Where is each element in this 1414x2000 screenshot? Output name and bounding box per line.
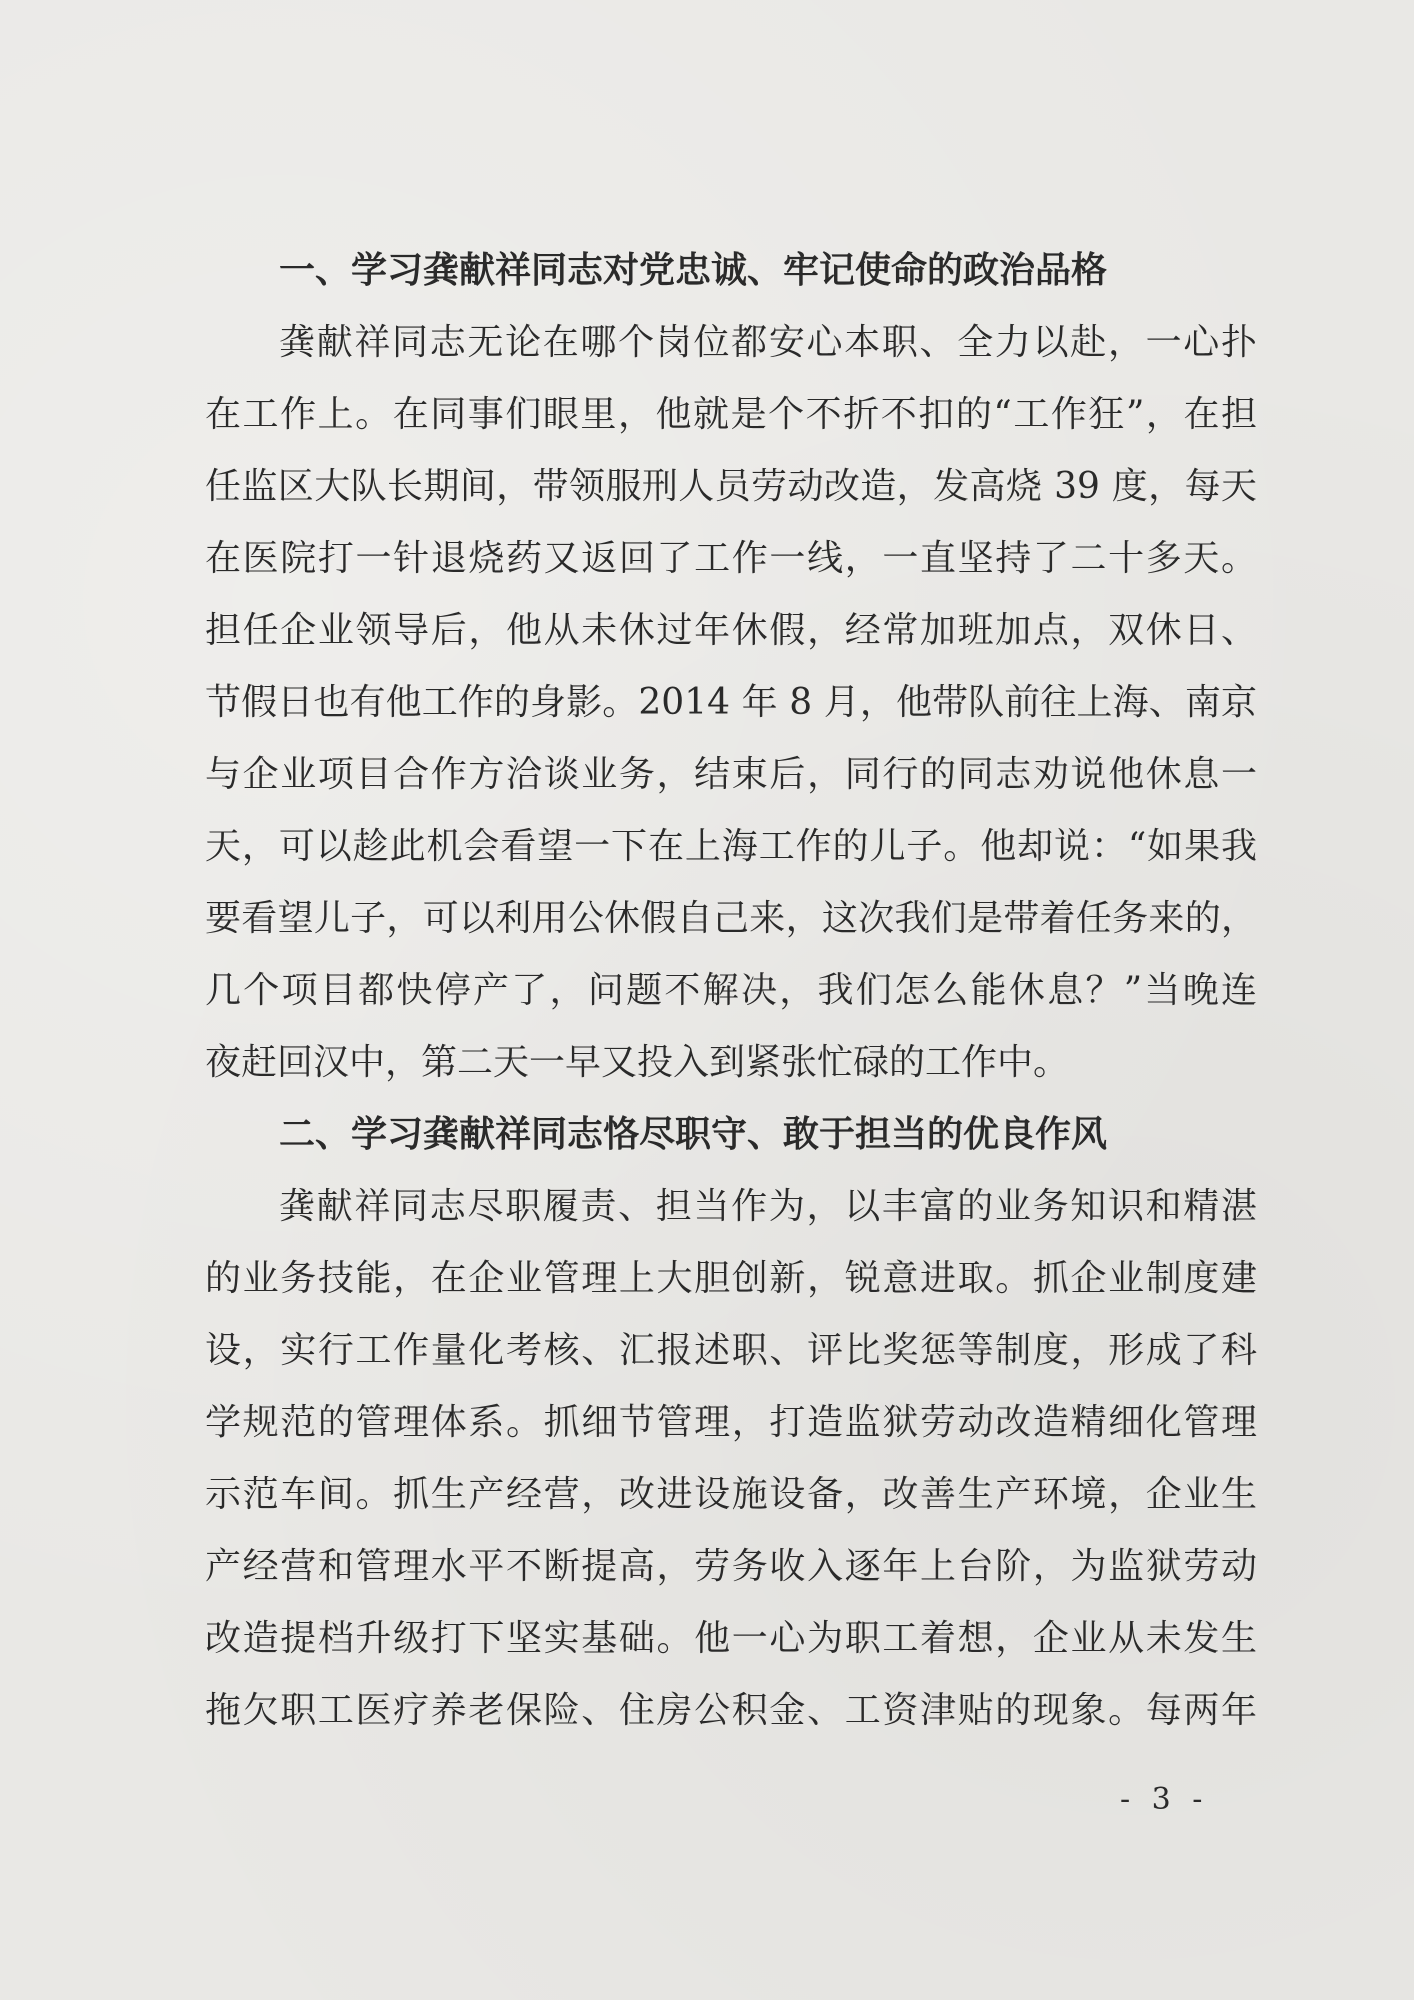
paragraph-line: 示范车间。抓生产经营，改进设施设备，改善生产环境，企业生 <box>205 1474 1257 1515</box>
paragraph-line: 学规范的管理体系。抓细节管理，打造监狱劳动改造精细化管理 <box>205 1402 1257 1443</box>
paragraph-line: 龚献祥同志无论在哪个岗位都安心本职、全力以赴，一心扑 <box>279 322 1257 363</box>
paragraph-line: 在医院打一针退烧药又返回了工作一线，一直坚持了二十多天。 <box>205 538 1257 579</box>
paragraph-line: 产经营和管理水平不断提高，劳务收入逐年上台阶，为监狱劳动 <box>205 1546 1257 1587</box>
page-number: - 3 - <box>1120 1782 1209 1817</box>
document-body <box>205 235 1257 1747</box>
paragraph-line: 夜赶回汉中，第二天一早又投入到紧张忙碌的工作中。 <box>205 1042 1070 1083</box>
paragraph-line: 设，实行工作量化考核、汇报述职、评比奖惩等制度，形成了科 <box>205 1330 1257 1371</box>
section-heading-1: 一、学习龚献祥同志对党忠诚、牢记使命的政治品格 <box>279 250 1108 291</box>
paragraph-line: 龚献祥同志尽职履责、担当作为，以丰富的业务知识和精湛 <box>279 1186 1257 1227</box>
section-heading-2: 二、学习龚献祥同志恪尽职守、敢于担当的优良作风 <box>279 1114 1108 1155</box>
paragraph-line: 天，可以趁此机会看望一下在上海工作的儿子。他却说：“如果我 <box>205 826 1257 867</box>
paragraph-line: 在工作上。在同事们眼里，他就是个不折不扣的“工作狂”，在担 <box>205 394 1257 435</box>
paragraph-line: 担任企业领导后，他从未休过年休假，经常加班加点，双休日、 <box>205 610 1257 651</box>
paragraph-line: 节假日也有他工作的身影。2014 年 8 月，他带队前往上海、南京 <box>205 682 1257 723</box>
paragraph-line: 要看望儿子，可以利用公休假自己来，这次我们是带着任务来的， <box>205 898 1257 939</box>
paragraph-line: 几个项目都快停产了，问题不解决，我们怎么能休息？”当晚连 <box>205 970 1257 1011</box>
paragraph-line: 改造提档升级打下坚实基础。他一心为职工着想，企业从未发生 <box>205 1618 1257 1659</box>
paragraph-line: 任监区大队长期间，带领服刑人员劳动改造，发高烧 39 度，每天 <box>205 466 1257 507</box>
paragraph-line: 与企业项目合作方洽谈业务，结束后，同行的同志劝说他休息一 <box>205 754 1257 795</box>
paragraph-line: 拖欠职工医疗养老保险、住房公积金、工资津贴的现象。每两年 <box>205 1690 1257 1731</box>
paragraph-line: 的业务技能，在企业管理上大胆创新，锐意进取。抓企业制度建 <box>205 1258 1257 1299</box>
